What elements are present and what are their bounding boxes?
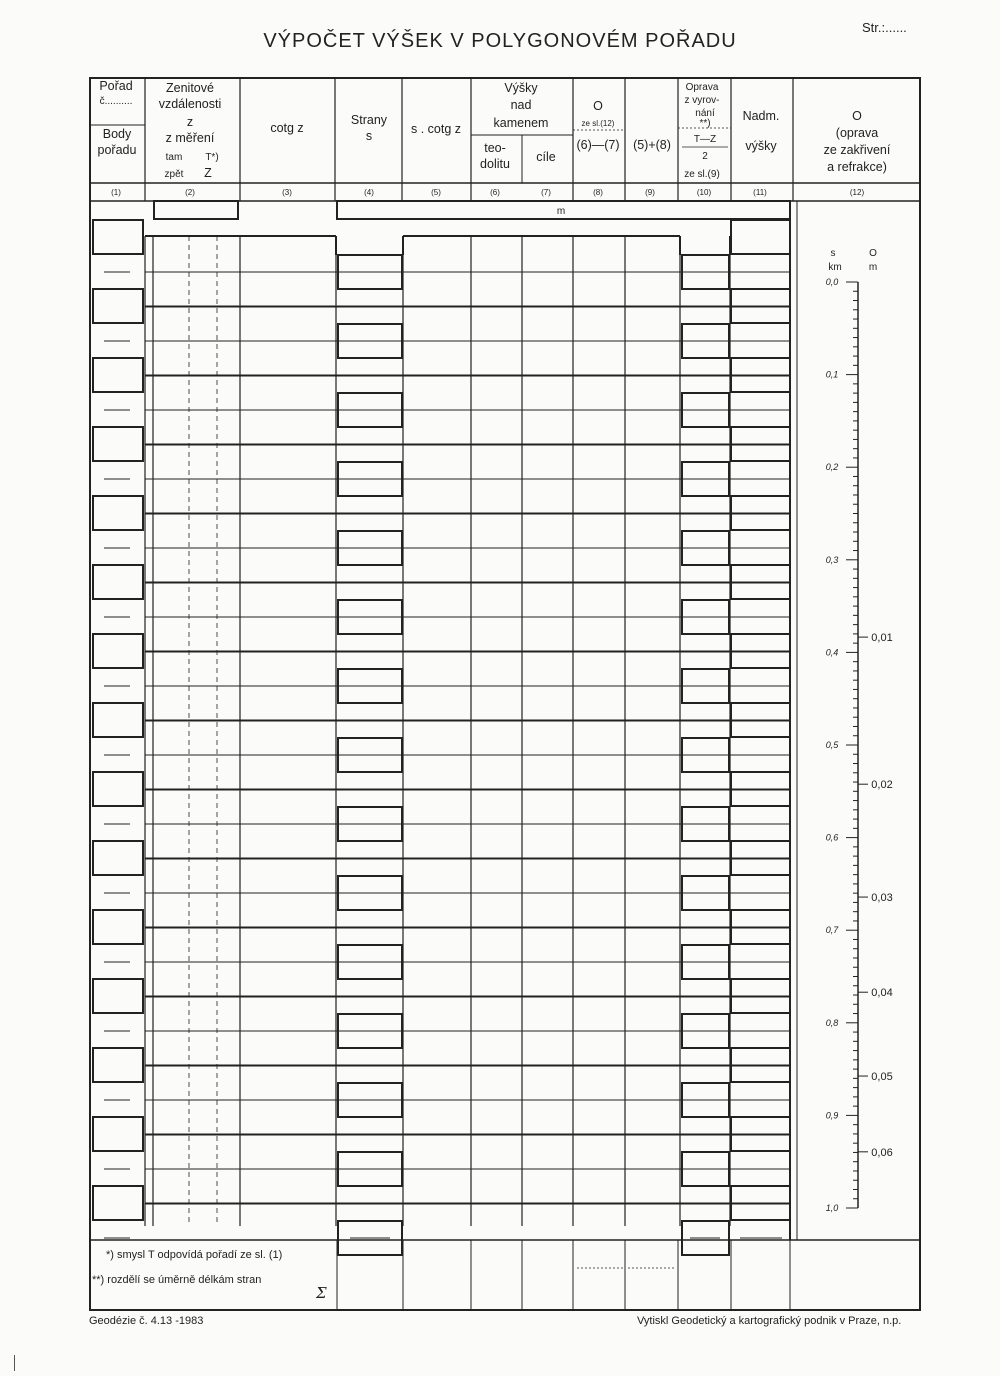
scale-km-label: km [828, 262, 842, 273]
scale-left-label: 0,2 [825, 462, 839, 473]
scale-left-label: 1,0 [825, 1203, 839, 1213]
margin-mark [14, 1355, 15, 1371]
point-box [93, 841, 143, 875]
scale-left-label: 0,4 [825, 647, 839, 658]
header-a-refrakce: a refrakce) [827, 160, 887, 174]
point-box [93, 979, 143, 1013]
header-o-col12: O [852, 109, 862, 123]
header-cile: cíle [536, 150, 556, 164]
point-box [93, 1048, 143, 1082]
header-cotg: cotg z [270, 121, 304, 135]
scale-right-label: 0,01 [871, 632, 893, 645]
point-box [93, 910, 143, 944]
header-nadm: Nadm. [742, 109, 780, 123]
header-Z: Z [204, 166, 212, 180]
header-teo: teo- [484, 141, 506, 155]
column-number-6: (6) [490, 188, 500, 197]
header-vysky-col11: výšky [745, 139, 777, 153]
footer-printer: Vytiskl Geodetický a kartografický podnik v Praze, n.p. [637, 1315, 902, 1327]
header-ze-sl12: ze sl.(12) [581, 119, 615, 128]
footnote-direction: *) smysl T odpovídá pořadí ze sl. (1) [106, 1249, 283, 1261]
header-vzdalenosti: vzdálenosti [158, 97, 222, 111]
header-5-8: (5)+(8) [633, 138, 671, 152]
column-number-3: (3) [282, 188, 292, 197]
header-6-7: (6)—(7) [576, 138, 620, 152]
header-o-col8: O [593, 99, 603, 113]
sum-symbol: Σ [316, 1284, 327, 1302]
scale-left-label: 0,5 [825, 740, 839, 750]
header-poradi-number: č.......... [99, 96, 133, 107]
header-oprava-col12: (oprava [835, 126, 879, 140]
scale-right-label: 0,05 [871, 1071, 893, 1084]
header-nad: nad [510, 98, 532, 112]
column-number-12: (12) [849, 188, 865, 197]
header-zpet: zpět [164, 169, 184, 180]
header-poradu: pořadu [97, 143, 137, 157]
scale-left-label: 0,6 [825, 832, 839, 843]
header-nani: nání [695, 108, 715, 119]
scale-right-label: 0,04 [871, 987, 893, 1000]
point-box [93, 565, 143, 599]
point-box [93, 358, 143, 392]
point-box [93, 634, 143, 668]
point-box [93, 220, 143, 254]
page-number-label: Str.:...... [862, 20, 907, 35]
unit-box-col2 [154, 201, 238, 219]
header-vysky: Výšky [504, 81, 538, 95]
column-number-9: (9) [645, 188, 655, 197]
header-two: 2 [702, 151, 708, 162]
header-tam: tam [165, 152, 183, 163]
header-dolitu: dolitu [480, 157, 510, 171]
point-box [93, 1186, 143, 1220]
point-box [93, 289, 143, 323]
header-T: T*) [205, 152, 219, 163]
header-ze-sl9: ze sl.(9) [684, 169, 720, 180]
scale-left-label: 0,3 [825, 554, 839, 565]
header-zenitove: Zenitové [166, 81, 214, 95]
header-poradi: Pořad [99, 79, 133, 93]
scale-left-label: 0,8 [825, 1017, 839, 1028]
header-z-mereni: z měření [165, 131, 215, 145]
scale-m-label: m [868, 262, 878, 273]
point-box [93, 1117, 143, 1151]
header-body: Body [102, 127, 132, 141]
scale-left-label: 0,0 [825, 277, 839, 287]
header-z-vyrov: z vyrov- [684, 95, 720, 106]
header-s: s [365, 129, 373, 143]
unit-label: m [556, 206, 566, 217]
column-number-2: (2) [185, 188, 195, 197]
scale-o-label: O [869, 248, 877, 259]
header-kamenem: kamenem [493, 116, 549, 130]
point-box [93, 703, 143, 737]
scale-left-label: 0,1 [825, 369, 839, 380]
header-strany: Strany [350, 113, 388, 127]
column-number-7: (7) [541, 188, 551, 197]
scale-right-label: 0,02 [871, 779, 893, 792]
form-frame [90, 78, 920, 1310]
point-box [93, 427, 143, 461]
point-box [93, 772, 143, 806]
column-number-11: (11) [753, 188, 767, 197]
scale-s-label: s [830, 248, 836, 259]
height-box [731, 220, 790, 254]
column-number-8: (8) [593, 188, 603, 197]
header-z: z [186, 115, 194, 129]
header-double-star: **) [699, 118, 711, 129]
header-T-Z: T—Z [693, 134, 717, 145]
column-number-4: (4) [364, 188, 374, 197]
footer-form-code: Geodézie č. 4.13 -1983 [89, 1315, 204, 1327]
point-box [93, 496, 143, 530]
scale-right-label: 0,06 [871, 1146, 893, 1159]
header-s-cotg: s . cotg z [410, 122, 462, 136]
column-number-1: (1) [111, 188, 121, 197]
header-ze-zakriveni: ze zakřivení [823, 143, 891, 157]
column-number-10: (10) [696, 188, 712, 197]
footnote-distribution: **) rozdělí se úměrně délkám stran [92, 1274, 262, 1286]
column-number-5: (5) [431, 188, 441, 197]
scale-left-label: 0,7 [825, 925, 839, 936]
form-title: VÝPOČET VÝŠEK V POLYGONOVÉM POŘADU [263, 30, 737, 52]
header-oprava: Oprava [685, 82, 719, 93]
scale-right-label: 0,03 [871, 892, 893, 905]
scale-left-label: 0,9 [825, 1110, 839, 1121]
